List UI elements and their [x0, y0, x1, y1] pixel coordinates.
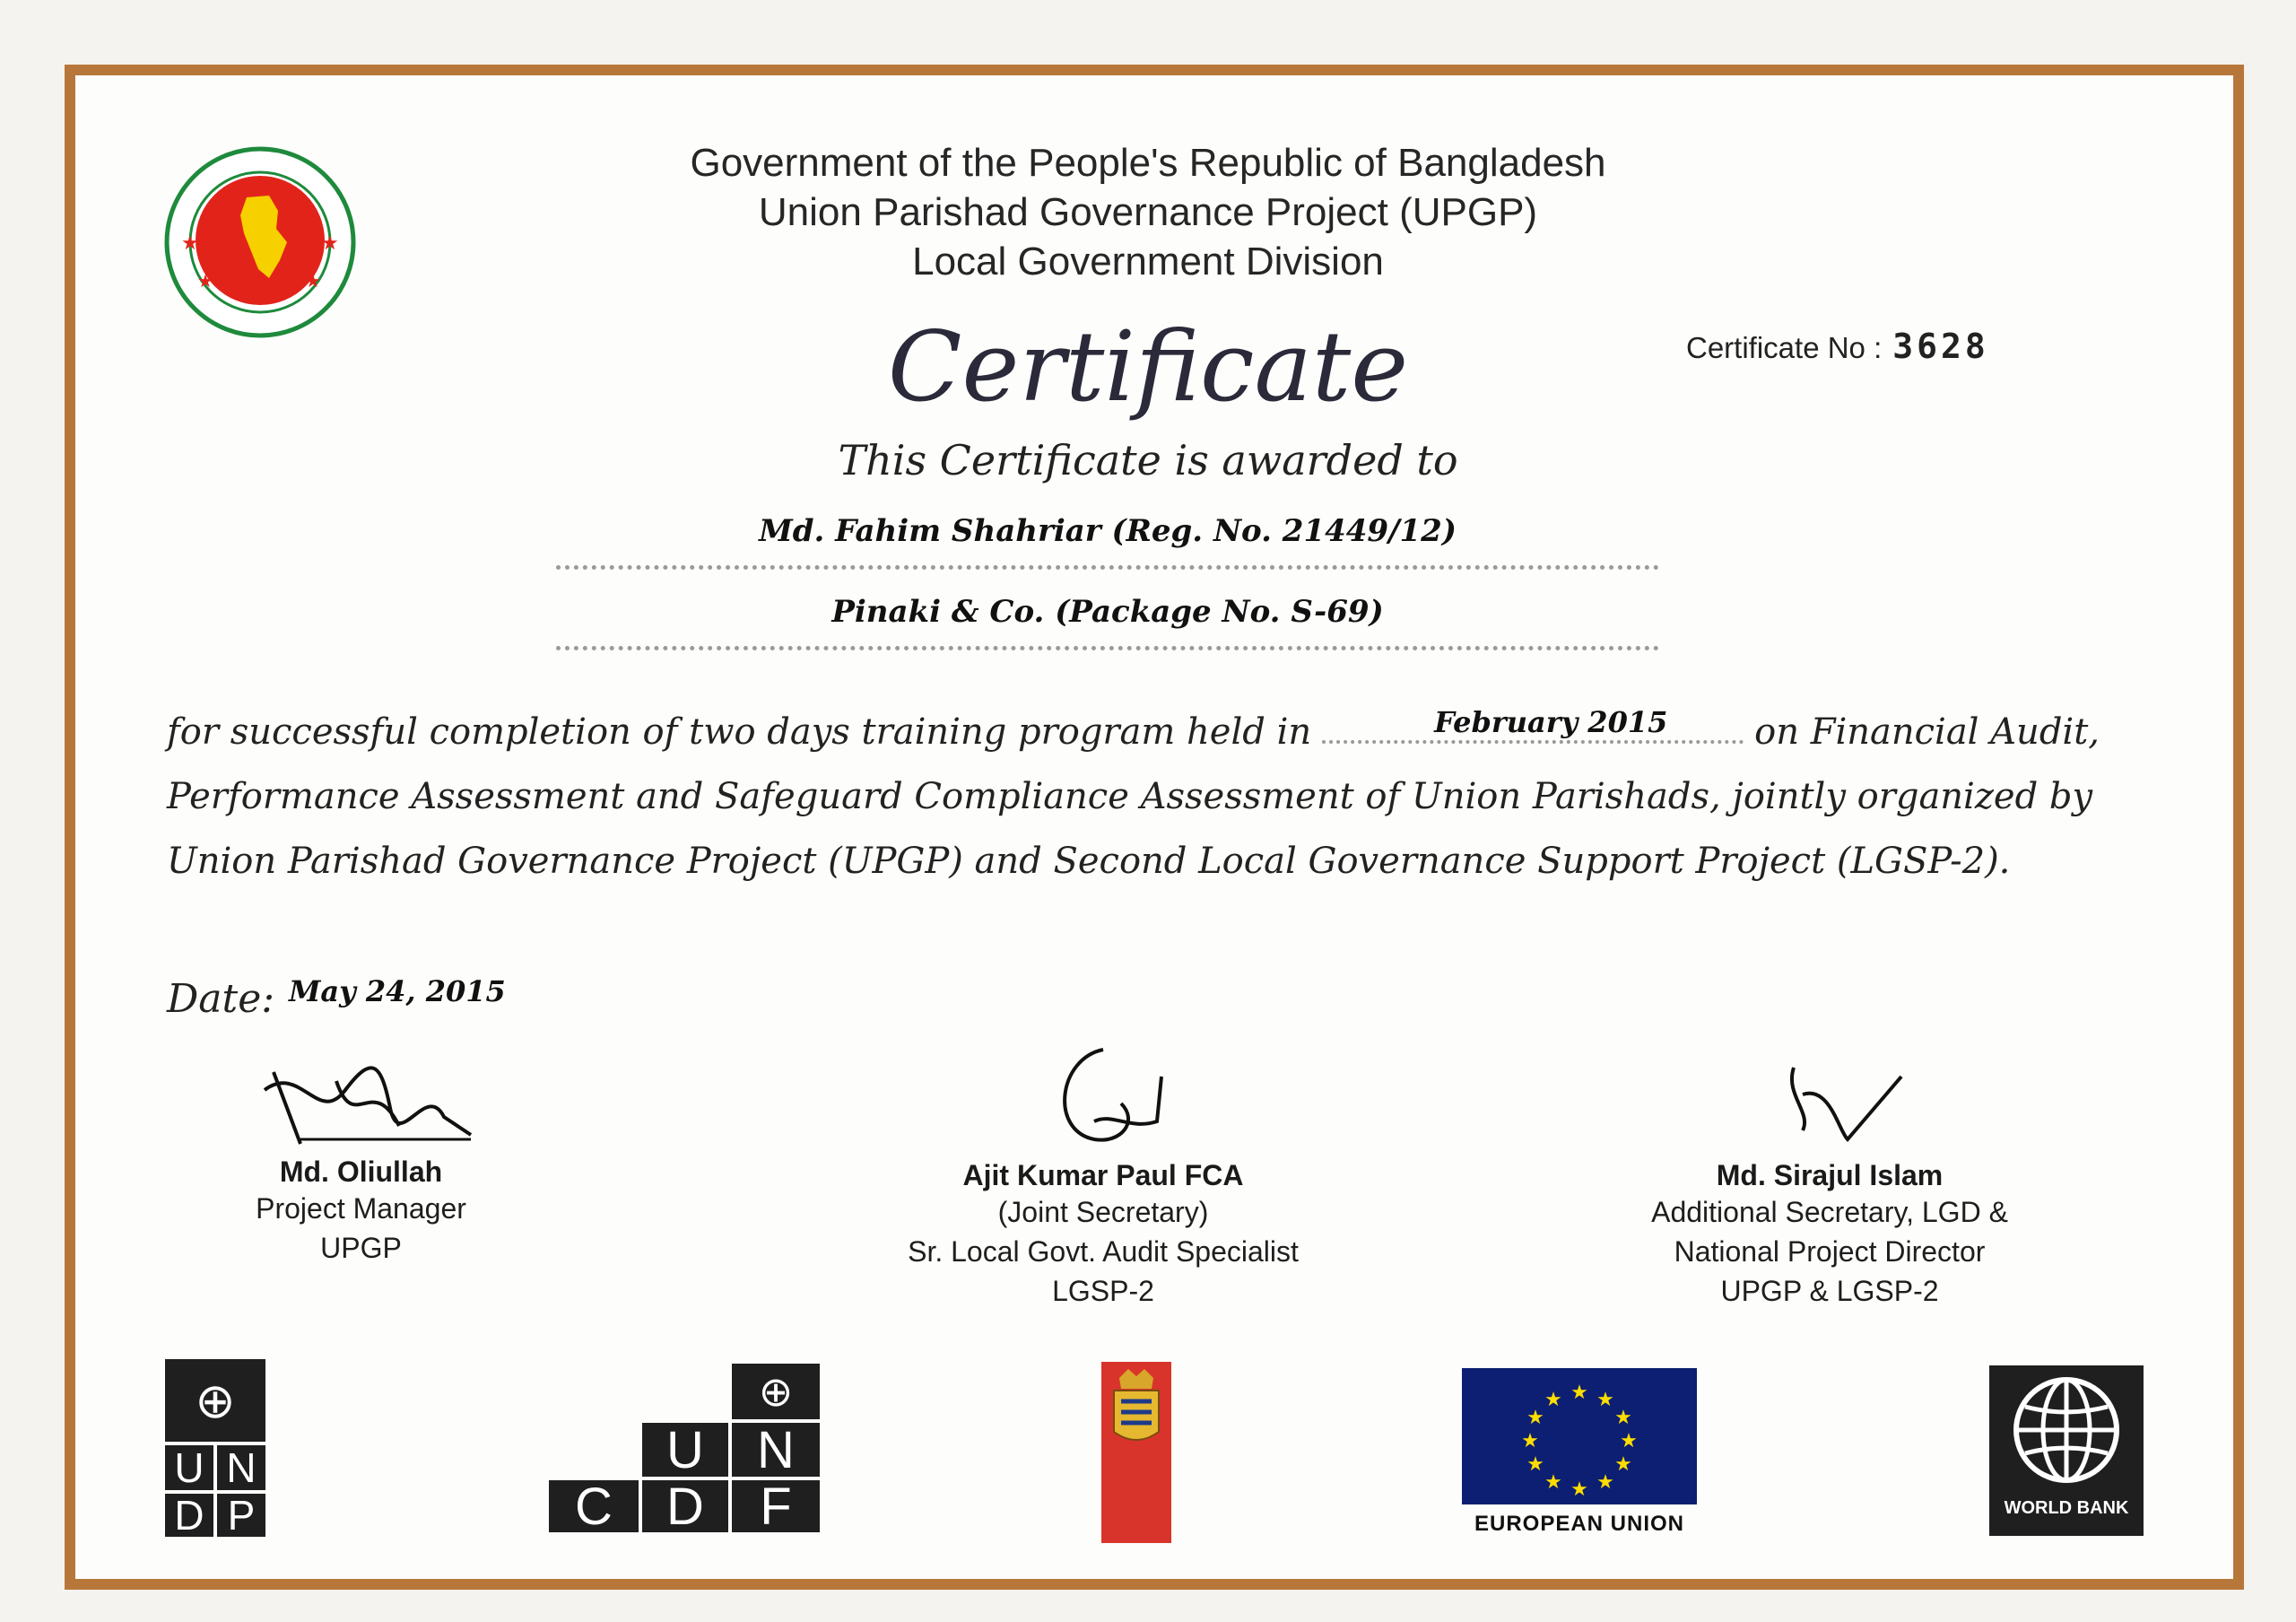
svg-text:★: ★ [1526, 1452, 1544, 1475]
undp-letter: N [217, 1445, 265, 1490]
svg-text:★: ★ [1596, 1470, 1614, 1493]
uncdf-letter: U [642, 1423, 728, 1477]
uncdf-letter: F [732, 1480, 820, 1532]
signatory-org: UPGP [320, 1232, 402, 1264]
signatory-title: (Joint Secretary) [997, 1196, 1209, 1228]
world-bank-label: WORLD BANK [2004, 1498, 2129, 1518]
uncdf-logo [549, 1364, 820, 1536]
svg-text:★: ★ [1544, 1388, 1562, 1410]
held-in-field [1322, 705, 1744, 744]
signatory-org: UPGP & LGSP-2 [1720, 1275, 1939, 1307]
body-text-before: for successful completion of two days training program held in [167, 711, 1312, 753]
undp-letter: U [165, 1445, 213, 1490]
uncdf-letter: D [642, 1480, 728, 1532]
signature-ajit-kumar-paul [1040, 1041, 1184, 1157]
signatory-name: Md. Sirajul Islam [1716, 1159, 1944, 1191]
un-emblem-icon: ⊕ [732, 1364, 820, 1419]
certificate-number-value: 3628 [1892, 327, 1989, 366]
svg-text:★: ★ [1570, 1478, 1588, 1500]
signatory-name: Md. Oliullah [279, 1155, 443, 1188]
recipient-name: Md. Fahim Shahriar (Reg. No. 21449/12) [759, 513, 1457, 549]
svg-text:★: ★ [197, 272, 213, 292]
header-line-division: Local Government Division [912, 240, 1384, 283]
svg-text:★: ★ [1614, 1406, 1632, 1428]
svg-text:★: ★ [1570, 1381, 1588, 1403]
date-label: Date: [167, 976, 275, 1022]
un-emblem-icon: ⊕ [165, 1359, 265, 1442]
recipient-name-line [556, 565, 1659, 570]
held-in-date: February 2015 [1434, 705, 1668, 739]
certificate-number-label: Certificate No : [1686, 331, 1883, 364]
undp-logo [165, 1359, 265, 1537]
svg-text:★: ★ [1620, 1429, 1638, 1452]
header-line-government: Government of the People's Republic of Bangladesh [690, 141, 1606, 185]
svg-text:★: ★ [1521, 1429, 1539, 1452]
svg-text:★: ★ [1526, 1406, 1544, 1428]
signatory-role: National Project Director [1674, 1235, 1986, 1268]
eu-flag-icon [1462, 1368, 1697, 1504]
date-value: May 24, 2015 [289, 974, 506, 1008]
european-union-logo [1462, 1368, 1697, 1539]
uncdf-letter: C [549, 1480, 639, 1532]
recipient-firm-line [556, 646, 1659, 650]
signatory-title: Additional Secretary, LGD & [1651, 1196, 2008, 1228]
uncdf-letter: N [732, 1423, 820, 1477]
certificate-title: Certificate [887, 311, 1409, 423]
svg-text:★: ★ [305, 272, 321, 292]
svg-text:★: ★ [321, 231, 339, 254]
undp-letter: P [217, 1494, 265, 1537]
globe-icon [1989, 1365, 2144, 1491]
awarded-to-text: This Certificate is awarded to [838, 436, 1458, 484]
signatory-title: Project Manager [256, 1192, 466, 1225]
svg-text:★: ★ [181, 231, 199, 254]
denmark-crest-logo [1101, 1362, 1171, 1543]
signatory-ajit-kumar-paul [834, 1159, 1372, 1311]
signatory-name: Ajit Kumar Paul FCA [962, 1159, 1244, 1191]
signatory-org: LGSP-2 [1052, 1275, 1154, 1307]
svg-text:★: ★ [1596, 1388, 1614, 1410]
signatory-oliullah [179, 1155, 543, 1268]
signatory-sirajul-islam [1561, 1159, 2099, 1311]
undp-letter: D [165, 1494, 213, 1537]
signatory-role: Sr. Local Govt. Audit Specialist [908, 1235, 1299, 1268]
signature-sirajul-islam [1776, 1059, 1919, 1166]
world-bank-logo [1989, 1365, 2144, 1536]
eu-label: EUROPEAN UNION [1474, 1512, 1685, 1536]
header-line-project: Union Parishad Governance Project (UPGP) [758, 190, 1538, 234]
svg-text:★: ★ [1614, 1452, 1632, 1475]
svg-text:★: ★ [1544, 1470, 1562, 1493]
recipient-firm: Pinaki & Co. (Package No. S-69) [831, 594, 1384, 630]
body-text-after: on Financial Audit, Performance Assessment and Safeguard Compliance Assessment of Union Parishads, jointly organized by Union Parishad Governance Project (UPGP) and Second Local Governance Support Project (LGSP-2). [167, 711, 2100, 882]
signature-oliullah [247, 1045, 480, 1153]
certificate-body [167, 700, 2167, 894]
